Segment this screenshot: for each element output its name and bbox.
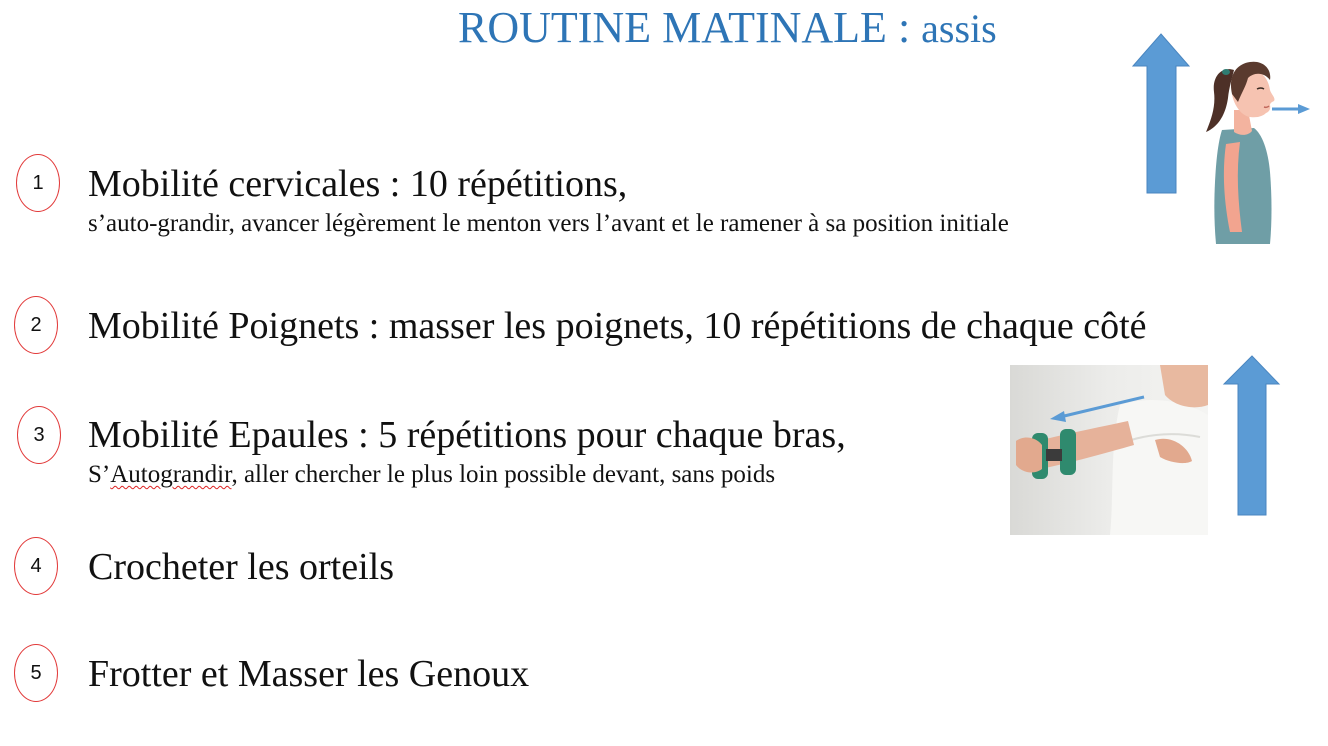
step-3-detail <box>88 461 775 489</box>
up-arrow-icon <box>1222 354 1282 518</box>
step-4-heading: Crocheter les orteils <box>88 546 395 588</box>
shoulder-exercise-photo <box>1010 365 1208 535</box>
title-main: ROUTINE MATINALE <box>458 3 887 52</box>
step-5-heading: Frotter et Masser les Genoux <box>88 653 530 695</box>
spellcheck-flagged-word: Autograndir <box>110 461 232 488</box>
step-number-1: 1 <box>16 154 60 212</box>
step-3-detail-prefix: S’ <box>88 461 111 488</box>
step-3-detail-rest: , aller chercher le plus loin possible devant, sans poids <box>231 461 776 488</box>
step-number-3: 3 <box>17 406 61 464</box>
step-number-2: 2 <box>14 296 58 354</box>
title-suffix: assis <box>921 6 997 51</box>
neck-exercise-illustration <box>1130 32 1320 250</box>
title-separator: : <box>886 3 922 52</box>
step-number-5: 5 <box>14 644 58 702</box>
step-number-4: 4 <box>14 537 58 595</box>
step-2-heading: Mobilité Poignets : masser les poignets, 10 répétitions de chaque côté <box>88 305 1147 347</box>
woman-profile-icon <box>1206 62 1274 244</box>
step-1-heading: Mobilité cervicales : 10 répétitions, <box>88 163 628 205</box>
step-3-heading: Mobilité Epaules : 5 répétitions pour chaque bras, <box>88 414 846 456</box>
step-1-detail: s’auto-grandir, avancer légèrement le menton vers l’avant et le ramener à sa position initiale <box>88 210 1009 237</box>
up-arrow-icon <box>1133 34 1189 193</box>
right-arrow-icon <box>1272 104 1310 114</box>
